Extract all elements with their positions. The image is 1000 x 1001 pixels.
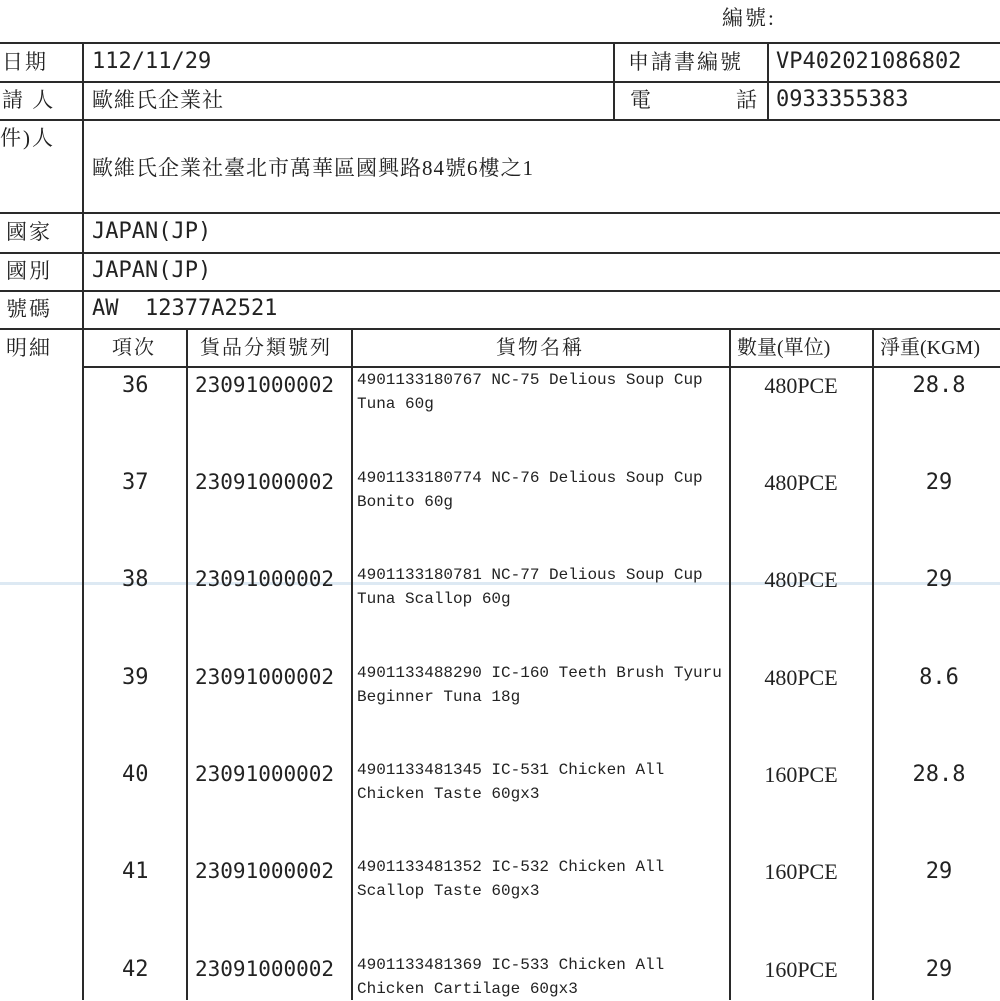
country-origin-value: JAPAN(JP)	[92, 258, 212, 283]
row-name: 4901133180767 NC-75 Delious Soup Cup Tuna 60g	[357, 371, 703, 413]
row-qty: 160PCE	[764, 957, 838, 982]
row-item: 39	[122, 665, 149, 690]
applicant-label: 請 人	[2, 88, 56, 112]
recipient-label: 件)人	[0, 126, 55, 150]
header-code: 貨品分類號列	[200, 337, 332, 359]
application-number-label: 申請書編號	[628, 50, 743, 74]
row-code: 23091000002	[195, 373, 335, 397]
row-code: 23091000002	[195, 859, 335, 883]
rule	[0, 252, 1000, 254]
row-qty: 160PCE	[764, 762, 838, 787]
application-number-value: VP402021086802	[776, 49, 962, 74]
rule	[0, 119, 1000, 121]
header-qty: 數量(單位)	[737, 337, 831, 359]
date-label: 日期	[2, 50, 48, 74]
country-value: JAPAN(JP)	[92, 219, 212, 244]
rule	[351, 328, 353, 1000]
row-item: 40	[122, 762, 149, 787]
rule	[613, 42, 615, 119]
row-qty: 160PCE	[764, 859, 838, 884]
row-name: 4901133180781 NC-77 Delious Soup Cup Tuna Scallop 60g	[357, 566, 703, 608]
row-qty: 480PCE	[764, 665, 838, 690]
row-qty: 480PCE	[764, 373, 838, 398]
row-weight: 8.6	[919, 665, 959, 690]
rule	[0, 42, 1000, 44]
row-item: 37	[122, 470, 149, 495]
country-label: 國家	[6, 220, 52, 244]
rule	[82, 42, 84, 1000]
rule	[729, 328, 731, 1000]
details-label: 明細	[6, 336, 52, 360]
rule	[0, 290, 1000, 292]
row-name: 4901133481369 IC-533 Chicken All Chicken Cartilage 60gx3	[357, 956, 665, 998]
applicant-value: 歐維氏企業社	[92, 88, 224, 112]
rule	[186, 328, 188, 1000]
row-qty: 480PCE	[764, 470, 838, 495]
rule	[767, 42, 769, 119]
row-weight: 29	[925, 470, 953, 495]
rule	[0, 328, 1000, 330]
row-code: 23091000002	[195, 762, 335, 786]
row-code: 23091000002	[195, 665, 335, 689]
row-name: 4901133180774 NC-76 Delious Soup Cup Bonito 60g	[357, 469, 703, 511]
row-name: 4901133481352 IC-532 Chicken All Scallop Taste 60gx3	[357, 858, 665, 900]
row-weight: 29	[925, 957, 953, 982]
rule	[0, 81, 1000, 83]
phone-value: 0933355383	[776, 87, 909, 112]
phone-label-2: 話	[736, 88, 759, 112]
phone-label-1: 電	[630, 88, 653, 112]
rule	[0, 212, 1000, 214]
row-code: 23091000002	[195, 470, 335, 494]
number-value: AW 12377A2521	[92, 296, 278, 321]
row-weight: 29	[925, 567, 953, 592]
header-weight: 淨重(KGM)	[880, 337, 980, 359]
rule	[872, 328, 874, 1000]
row-weight: 28.8	[912, 373, 966, 398]
date-value: 112/11/29	[92, 49, 212, 74]
row-weight: 29	[925, 859, 953, 884]
number-label: 號碼	[6, 297, 52, 321]
row-code: 23091000002	[195, 567, 335, 591]
row-item: 41	[122, 859, 149, 884]
header-name: 貨物名稱	[496, 337, 584, 359]
row-name: 4901133481345 IC-531 Chicken All Chicken Taste 60gx3	[357, 761, 665, 803]
row-item: 38	[122, 567, 149, 592]
recipient-value: 歐維氏企業社臺北市萬華區國興路84號6樓之1	[92, 156, 534, 180]
row-code: 23091000002	[195, 957, 335, 981]
country-origin-label: 國別	[6, 259, 52, 283]
row-qty: 480PCE	[764, 567, 838, 592]
header-item: 項次	[112, 337, 156, 359]
row-weight: 28.8	[912, 762, 966, 787]
serial-label: 編號:	[722, 6, 776, 30]
row-item: 42	[122, 957, 149, 982]
row-item: 36	[122, 373, 149, 398]
row-name: 4901133488290 IC-160 Teeth Brush Tyuru Beginner Tuna 18g	[357, 664, 722, 706]
